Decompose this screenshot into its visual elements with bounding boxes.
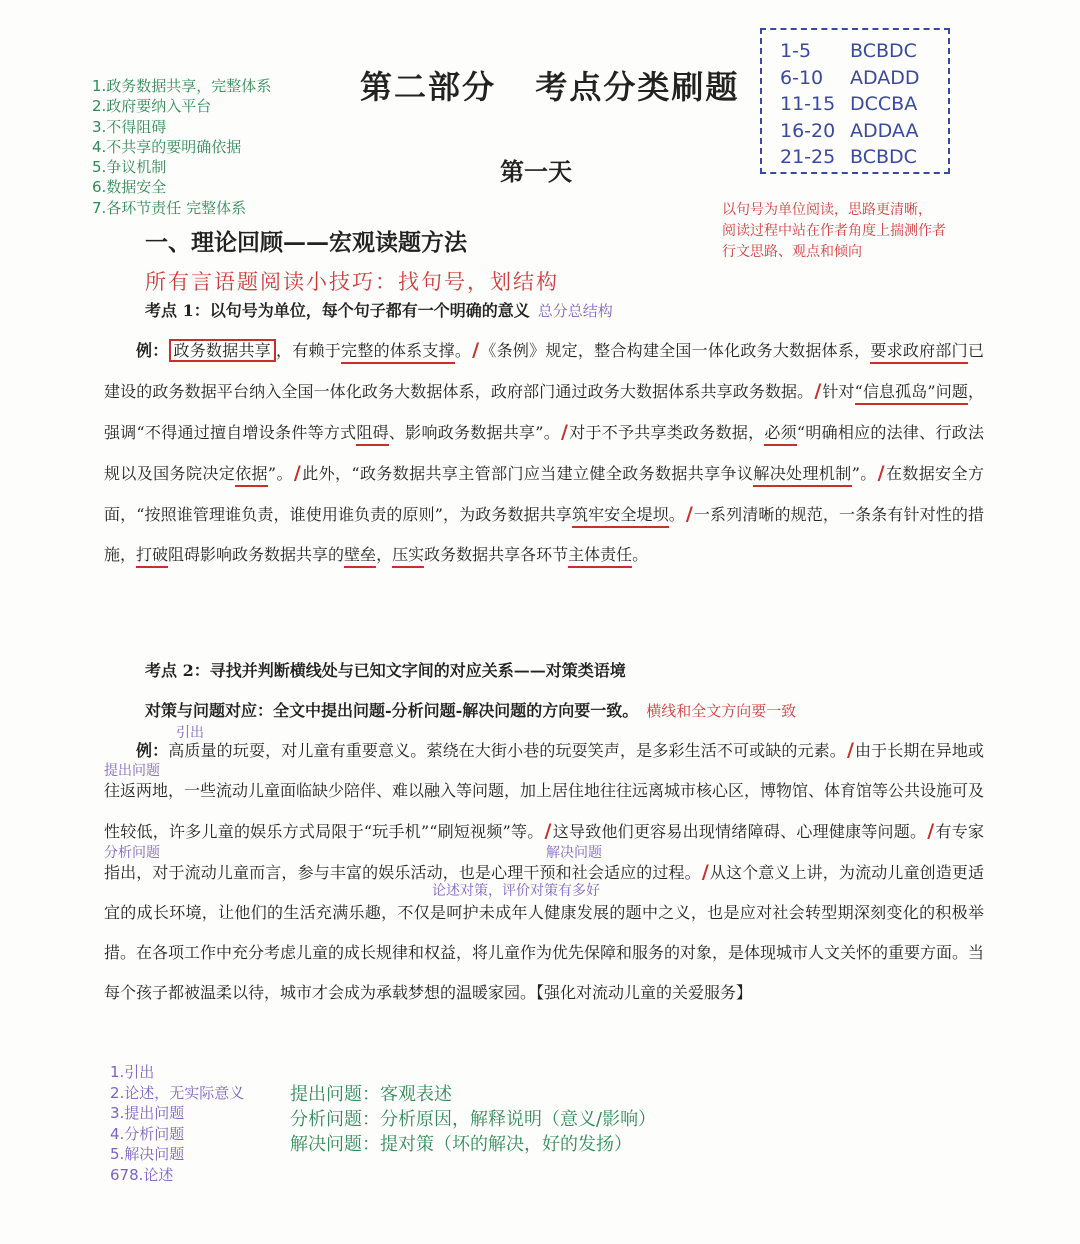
boxed-keyword: 政务数据共享 bbox=[169, 339, 277, 362]
structure-note: 总分总结构 bbox=[537, 302, 613, 320]
answer-row: 11-15 DCCBA bbox=[780, 93, 918, 115]
key-point-1: 考点 1：以句号为单位，每个句子都有一个明确的意义 总分总结构 bbox=[145, 301, 613, 320]
section-heading: 一、理论回顾——宏观读题方法 bbox=[145, 229, 467, 256]
example-1-paragraph: 例： 政务数据共享 ，有赖于完整的体系支撑。/《条例》规定，整合构建全国一体化政务大数据体系，要求政府部门已建设的政务数据平台纳入全国一体化政务大数据体系，政府部门通过政务大数据体系共享政务数据。/针对“信息孤岛”问题，强调“不得通过擅自增设条件等方式阻碍、影响政务数据共享”。/对于不予共享类政务数据，必须“明确相应的法律、行政法规以及国务院决定依据”。/此外，“政务数据共享主管部门应当建立健全政务数据共享争议解决处理机制”。/在数据安全方面，“按照谁管理谁负责，谁使用谁负责的原则”，为政务数据共享筑牢安全堤坝。/一系列清晰的规范，一条条有针对性的措施，打破阻碍影响政务数据共享的壁垒，压实政务数据共享各环节主体责任。 bbox=[104, 330, 984, 575]
green-notes-list bbox=[92, 76, 271, 218]
green-note: 6.数据安全 bbox=[92, 178, 167, 197]
green-note: 5.争议机制 bbox=[92, 158, 167, 177]
margin-note-intro: 引出 bbox=[176, 725, 204, 741]
green-note: 4.不共享的要明确依据 bbox=[92, 137, 242, 156]
margin-note-discuss-measures: 论述对策，评价对策有多好 bbox=[432, 883, 600, 899]
green-note: 3.不得阻碍 bbox=[92, 117, 167, 136]
green-note: 1.政务数据共享，完整体系 bbox=[92, 77, 272, 95]
reading-tip-note: 以句号为单位阅读，思路更清晰， 阅读过程中站在作者角度上揣测作者 行文思路、观点和倾向 bbox=[722, 202, 946, 260]
page-title: 第二部分 考点分类刷题 bbox=[360, 68, 740, 106]
method-summary-notes: 提出问题：客观表述 分析问题：分析原因，解释说明（意义/影响） 解决问题：提对策（坏的解决，好的发扬） bbox=[290, 1084, 657, 1155]
margin-note-raise-problem: 提出问题 bbox=[104, 763, 160, 779]
answer-row: 1-5 BCBDC bbox=[780, 40, 917, 62]
answer-key-box bbox=[760, 28, 950, 174]
margin-note-solve-problem: 解决问题 bbox=[546, 845, 602, 861]
answer-bracket: 【强化对流动儿童的关爱服务】 bbox=[536, 983, 753, 1002]
green-note: 7.各环节责任 完整体系 bbox=[92, 198, 247, 217]
reading-tip-heading: 所有言语题阅读小技巧：找句号，划结构 bbox=[145, 270, 559, 294]
answer-row: 16-20 ADDAA bbox=[780, 119, 919, 142]
example-2-paragraph: 例：高质量的玩耍，对儿童有重要意义。萦绕在大街小巷的玩耍笑声，是多彩生活不可或缺的元素。/由于长期在异地或往返两地，一些流动儿童面临缺少陪伴、难以融入等问题，加上居住地往往远离城市核心区，博物馆、体育馆等公共设施可及性较低，许多儿童的娱乐方式局限于“玩手机”“刷短视频”等。/这导致他们更容易出现情绪障碍、心理健康等问题。/有专家指出，对于流动儿童而言，参与丰富的娱乐活动，也是心理干预和社会适应的过程。/从这个意义上讲，为流动儿童创造更适宜的成长环境，让他们的生活充满乐趣，不仅是呵护未成年人健康发展的题中之义，也是应对社会转型期深刻变化的积极举措。在各项工作中充分考虑儿童的成长规律和权益，将儿童作为优先保障和服务的对象，是体现城市人文关怀的重要方面。当每个孩子都被温柔以待，城市才会成为承载梦想的温暖家园。【强化对流动儿童的关爱服务】 bbox=[104, 739, 985, 1002]
structure-summary-list: 1.引出 2.论述，无实际意义 3.提出问题 4.分析问题 5.解决问题 678.论述 bbox=[110, 1063, 245, 1184]
answer-row: 21-25 BCBDC bbox=[780, 146, 917, 168]
green-note: 2.政府要纳入平台 bbox=[92, 97, 212, 116]
key-point-2-sub: 对策与问题对应：全文中提出问题-分析问题-解决问题的方向要一致。 横线和全文方向要一致 bbox=[145, 701, 797, 720]
day-heading: 第一天 bbox=[500, 157, 572, 186]
margin-note-analyze-problem: 分析问题 bbox=[104, 845, 160, 861]
key-point-2: 考点 2：寻找并判断横线处与已知文字间的对应关系——对策类语境 bbox=[145, 661, 626, 680]
answer-row: 6-10 ADADD bbox=[780, 66, 920, 89]
direction-note: 横线和全文方向要一致 bbox=[646, 702, 797, 720]
